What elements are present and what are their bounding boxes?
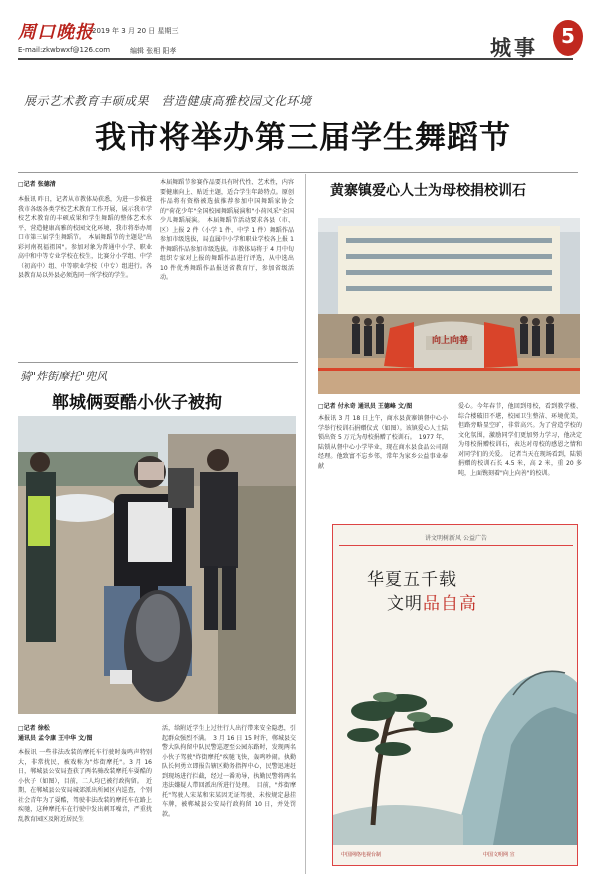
story-c-col-1: 本报讯 3 月 18 日上午，商水县黄寨镇督中心小学举行校训石捐赠仪式（如图）。该镇爱心人士陆锁出资 5 万元为母校捐赠了校训石。 1977 年，陆锁从督中心小学毕业，现在商水县食品公司副经理。他致富不忘乡邻，常年为家乡公益事业奉献 <box>318 415 448 470</box>
page-editor: 编辑 张相 阳孝 <box>130 47 177 55</box>
ad-title-red: 品自高 <box>423 594 477 614</box>
ad-title-line-2 <box>387 589 477 614</box>
story-b-col-2: 活，给附近学生上过往行人出行带来安全隐患，引起群众强烈不满。 3 月 16 日 15 时许，郸城县交警大队拘留中队民警巡逻至公园东路时，发现两名小伙子驾驶"炸街摩托"疾驰飞快，轰鸣吵闹。执勤队长何勇立即报告辖区勤务指挥中心，民警迅速赶到现场进行拦截，经过一番劝导，执勤民警将两名违法嫌疑人带回派出所进行处理。 目前，"炸街摩托"驾驶人宋某和宋某因无证驾驶、未按规定悬挂车牌，被郸城县公安局行政拘留 10 日，并处罚款。 <box>162 725 296 818</box>
newspaper-logo: 周口晚报 <box>18 22 94 43</box>
lead-headline: 我市将举办第三届学生舞蹈节 <box>95 120 511 156</box>
ad-title-black: 文明 <box>387 594 423 614</box>
story-c-col-2: 爱心。今年春节，他回到母校，看到教学楼、综合楼破旧不堪，校园卫生整洁、环境优美，但路旁略显空旷，非常高兴。为了营造学校的文化氛围，激励同学们更加努力学习，他决定为母校捐赠校训石，表达对母校的感恩之情和对同学们的关爱。 记者当天在现场看到，陆锁捐赠的校训石长 4.5 米，高 2 米，重 20 多吨，上面镌刻着"向上向善"的校训。 <box>458 403 582 477</box>
story-c-headline: 黄寨镇爱心人士为母校捐校训石 <box>330 183 526 199</box>
page-number: 5 <box>561 24 575 48</box>
column-divider <box>305 174 306 874</box>
story-c-byline: □记者 付永奇 通讯员 王德峰 文/图 <box>318 403 413 410</box>
story-b-kicker: 骑"炸街摩托"兜风 <box>20 370 108 383</box>
public-service-ad <box>332 524 578 866</box>
lead-rule <box>18 172 578 173</box>
lead-kicker: 展示艺术教育丰硕成果 营造健康高雅校园文化环境 <box>24 94 312 108</box>
ad-title-line-1: 华夏五千载 <box>367 570 457 590</box>
story-b-byline-2: 通讯员 孟令康 王中华 文/图 <box>18 735 93 742</box>
ad-footer-right: 中国文明网 宣 <box>483 852 515 858</box>
masthead <box>0 0 600 78</box>
ad-top-rule <box>339 545 573 546</box>
story-b-headline: 郸城俩耍酷小伙子被拘 <box>52 393 222 413</box>
issue-date: 2019 年 3 月 20 日 星期三 <box>92 27 179 35</box>
motorcycle-photo-image <box>18 416 296 714</box>
ad-landscape-painting <box>333 615 578 845</box>
lead-col-2: 本届舞蹈节参赛作品要具有时代性、艺术性，内容要健康向上、贴近主题，适合学生年龄特点。原创作品将有资格被选拔推荐参加中国舞蹈家协会的"荷花少年"全国校园舞蹈展演和"小荷风采"全国少儿舞蹈展演。 本届舞蹈节活动要求各县（市、区）上报 2 件（小学 1 件、中学 1 件）舞蹈作品参加市级选拔，局直属中小学和职业学校各上报 1 件舞蹈作品参加市级选拔。市教体局将于 4 月中旬组织专家对上报的舞蹈作品进行评选，从中选出 10 件优秀舞蹈作品报送省教育厅，参加省级活动。 <box>160 179 294 281</box>
stone-inscription: 向上向善 <box>431 336 468 346</box>
story-b-top-rule <box>18 362 298 363</box>
story-b-col-1: 本报讯 一些非法改装的摩托车行驶时轰鸣声特别大，非常扰民，被戏称为"炸街摩托"。3 月 16 日，郸城县公安局查获了两名骑改装摩托车耍酷的小伙子（如图），目前，二人均已被行政拘留。 近期，在郸城县公安局城郊派出所园区内巡查，个别社会青年为了耍酷，驾驶非法改装的摩托车在路上疾驰，这种摩托车在行驶中发出刺耳噪音，严重扰乱教育园区及附近居民生 <box>18 749 152 823</box>
school-stone-photo-image <box>318 218 580 394</box>
motorcycle-photo <box>18 416 296 714</box>
ad-top-label: 讲文明树新风 公益广告 <box>425 535 487 542</box>
ad-footer-left: 中国网络电视台制 <box>341 852 382 858</box>
story-b-byline-1: □记者 徐松 <box>18 725 50 732</box>
lead-byline: □记者 张德清 <box>18 181 56 188</box>
contact-email: E-mail:zkwbwxf@126.com <box>18 46 111 54</box>
section-name: 城事 <box>490 35 538 60</box>
school-stone-photo <box>318 218 580 394</box>
lead-col-1: 本报讯 昨日，记者从市教体局获悉，为进一步推进我市各级各类学校艺术教育工作开展，展示我市学校艺术教育的丰硕成果和学生舞蹈的整体艺术水平，营造健康高雅的校园文化环境，我市将举办周口市第三届学生舞蹈节。 本届舞蹈节的主题是"出彩河南祝福祖国"。参加对象为普通中小学、职业高中和中等专业学校在校生，比赛分小学组、中学（初高中）组、中等职业学校（中专）组进行。各县教育局以外县必须选同一所学校的学生。 <box>18 196 152 279</box>
